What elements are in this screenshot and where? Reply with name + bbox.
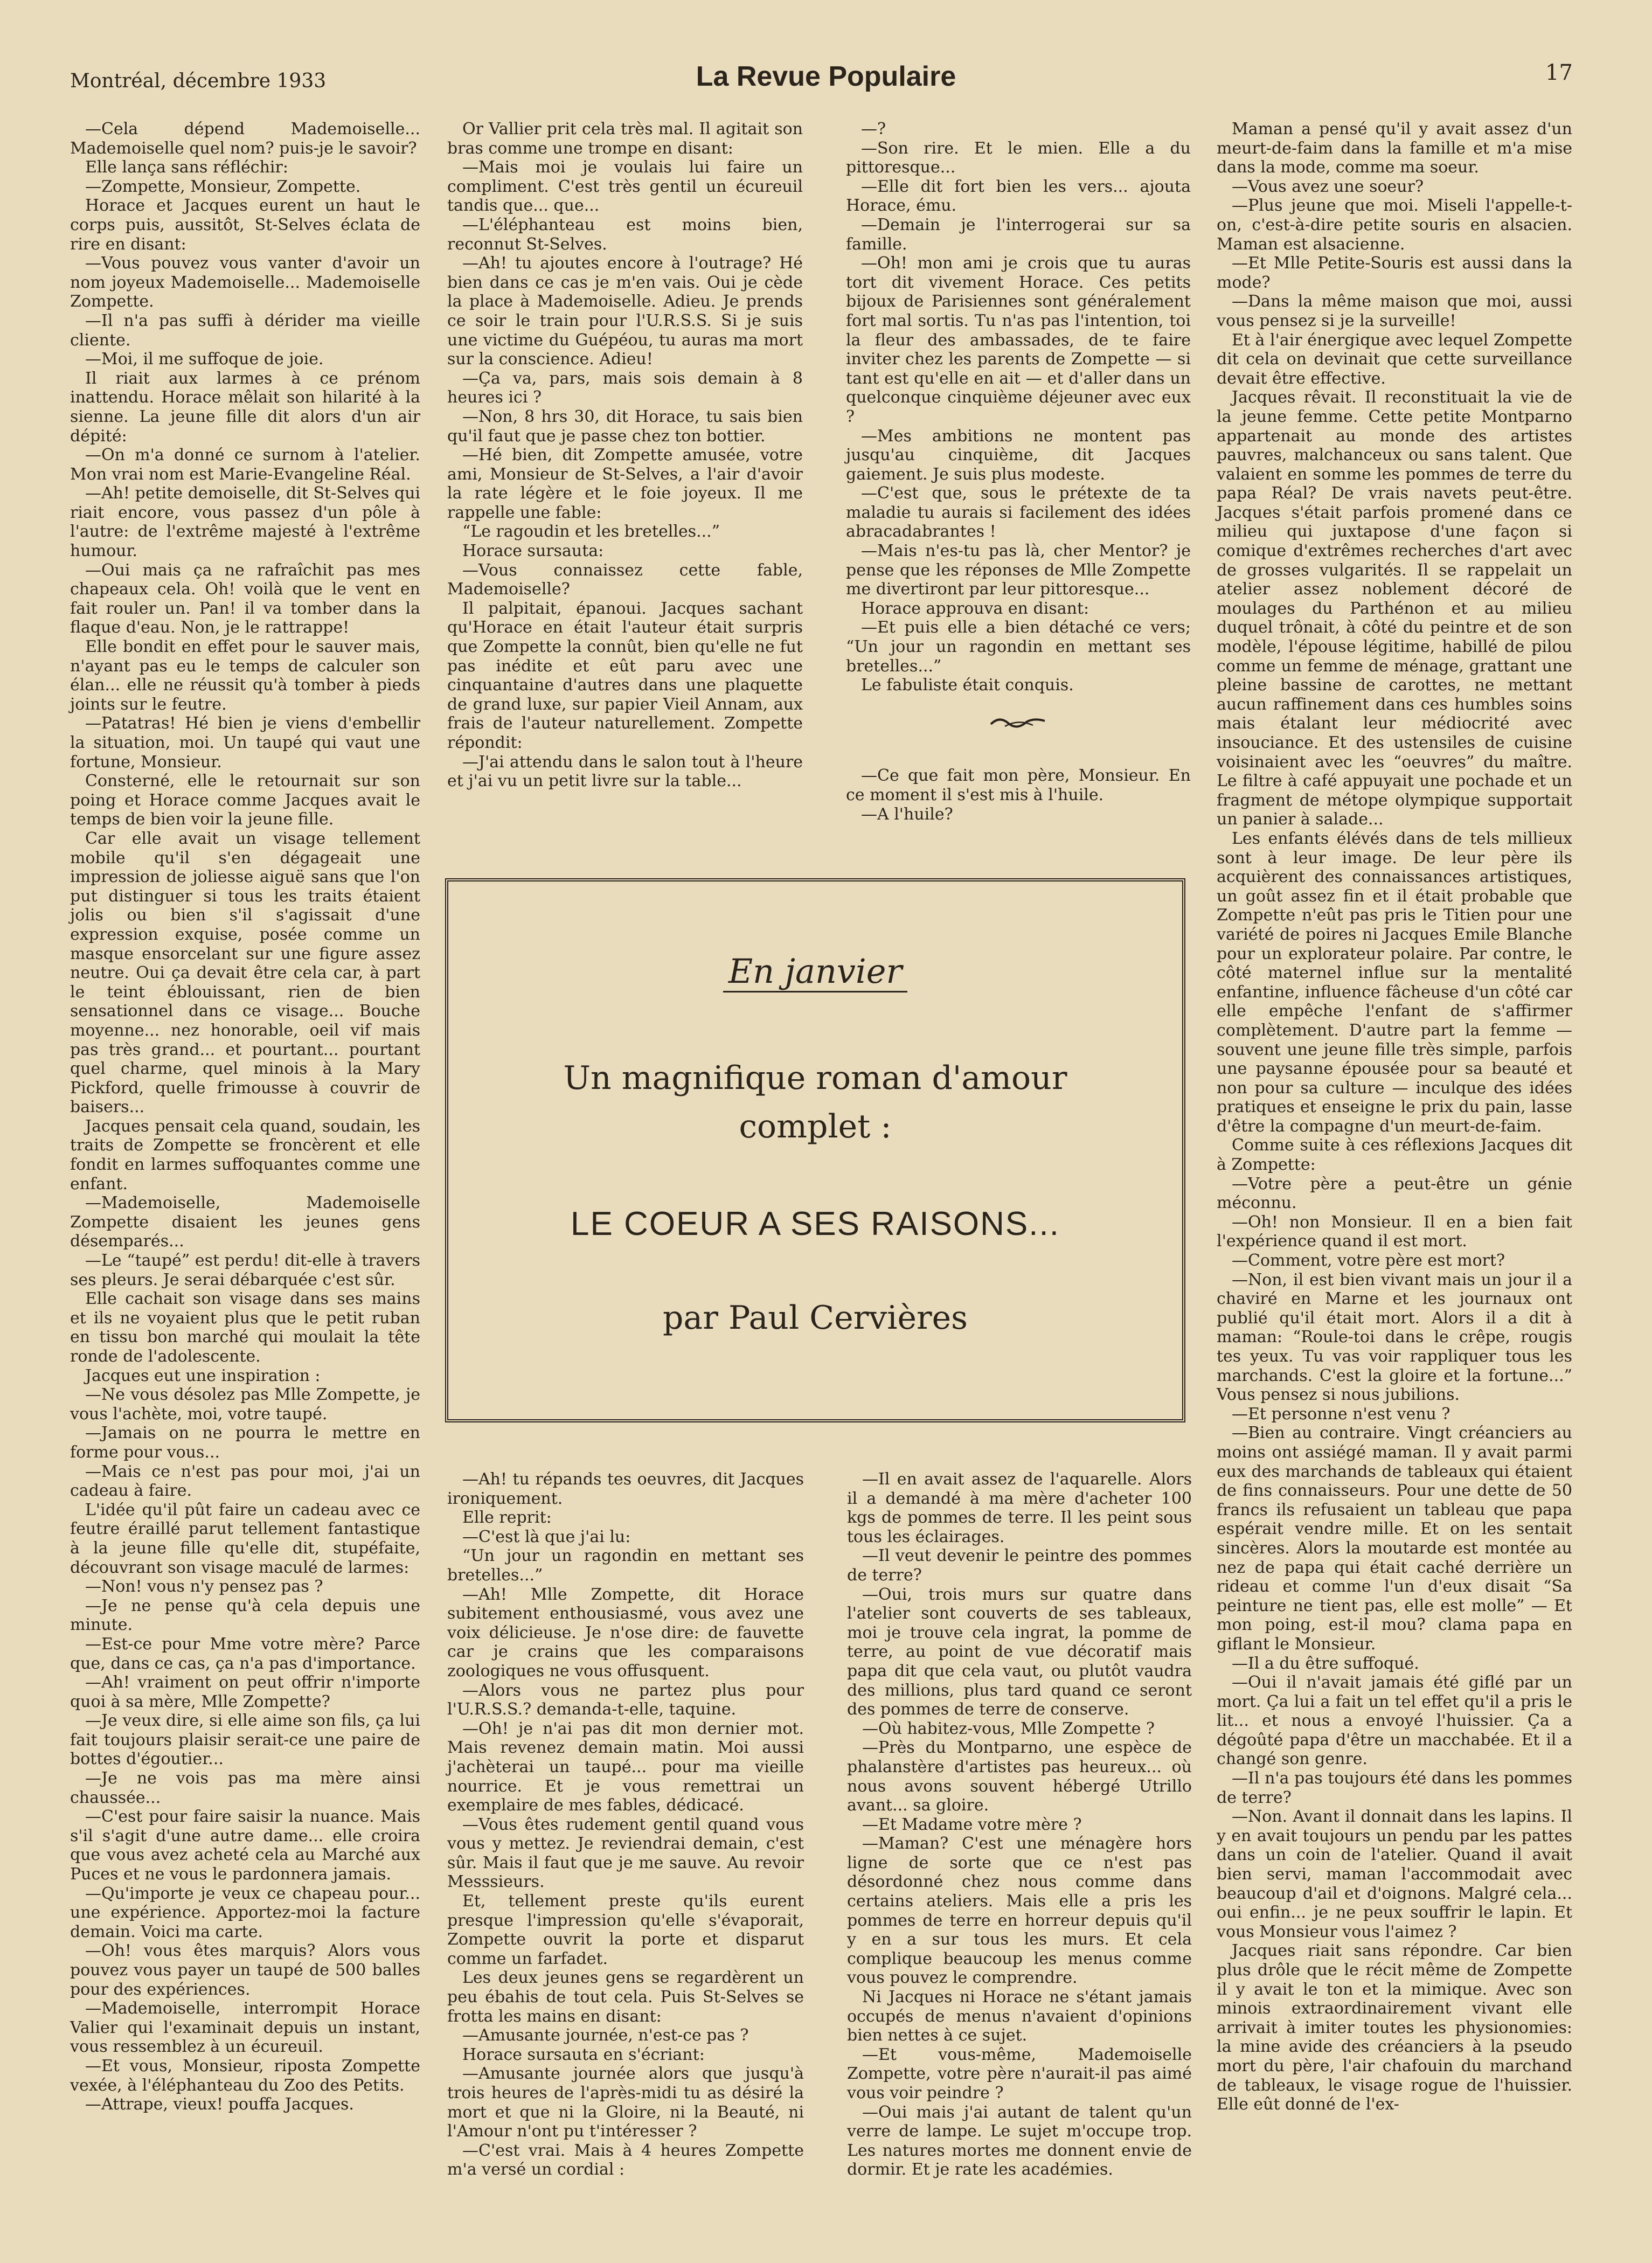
paragraph: Consterné, elle le retournait sur son poing et Horace comme Jacques avait le temps de bien voir la jeune fille.: [70, 772, 420, 829]
announcement-box: [445, 878, 1185, 1422]
paragraph: —Mais ce n'est pas pour moi, j'ai un cadeau à faire.: [70, 1462, 420, 1501]
paragraph: —Oh! mon ami je crois que tu auras tort dit vivement Horace. Ces petits bijoux de Parisiennes sont généralement fort mal sortis. Tu n'as pas l'intention, toi la fleur des ambassades, de te faire inviter chez les parents de Zompette — si tant est qu'elle en ait — et d'aller dans un quelconque cinquième déjeuner avec eux ?: [846, 254, 1191, 426]
paragraph: —Vous êtes rudement gentil quand vous vous y mettez. Je reviendrai demain, c'est sûr. Mais il faut que je me sauve. Au revoir Messsieurs.: [447, 1815, 804, 1892]
paragraph: —Le “taupé” est perdu! dit-elle à travers ses pleurs. Je serai débarquée c'est sûr.: [70, 1251, 420, 1289]
paragraph: —Amusante journée alors que jusqu'à trois heures de l'après-midi tu as désiré la mort et que ni la Gloire, ni la Beauté, ni l'Amour n'ont pu t'intéresser ?: [447, 2064, 804, 2141]
paragraph: Elle reprit:: [462, 1508, 552, 1528]
paragraph: —C'est là que j'ai lu:: [462, 1527, 631, 1546]
paragraph: —Il a du être suffoqué.: [1232, 1654, 1419, 1673]
paragraph: —Et vous, Monsieur, riposta Zompette vexée, à l'éléphanteau du Zoo des Petits.: [70, 2056, 420, 2095]
paragraph: —Oh! non Monsieur. Il en a bien fait l'expérience quand il est mort.: [1217, 1212, 1572, 1251]
paragraph: “Le ragoudin et les bretelles...”: [462, 522, 720, 542]
paragraph: —Bien au contraire. Vingt créanciers au moins ont assiégé maman. Il y avait parmi eux des marchands de tableaux qui étaient de fins connaisseurs. Pour une dette de 50 francs ils refusaient un tableau que papa espérait vendre mille. Et on les sentait sincères. Alors la moutarde est montée au nez de papa qui était caché derrière un rideau et comme l'un d'eux disait “Sa peinture ne tient pas, elle est molle” — Et mon poing, est-il mou? clama papa en giflant le Monsieur.: [1217, 1424, 1572, 1654]
paragraph: —Zompette, Monsieur, Zompette.: [85, 177, 361, 196]
paragraph: Elle lança sans réfléchir:: [85, 158, 288, 177]
paragraph: —Non! vous n'y pensez pas ?: [85, 1577, 323, 1596]
paragraph: —C'est pour faire saisir la nuance. Mais s'il s'agit d'une autre dame... elle croira que vous avez acheté cela au Marché aux Puces et ne vous le pardonnera jamais.: [70, 1807, 420, 1884]
paragraph: —Je ne pense qu'à cela depuis une minute.: [70, 1596, 420, 1635]
paragraph: —Il veut devenir le peintre des pommes de terre?: [847, 1546, 1192, 1585]
paragraph: L'idée qu'il pût faire un cadeau avec ce feutre éraillé parut tellement fantastique à la jeune fille qu'elle dit, stupéfaite, découvrant son visage maculé de larmes:: [70, 1500, 420, 1577]
paragraph: —Votre père a peut-être un génie méconnu.: [1217, 1174, 1572, 1213]
paragraph: —Il en avait assez de l'aquarelle. Alors il a demandé à ma mère d'acheter 100 kgs de pommes de terre. Il les peint sous tous les éclairages.: [847, 1470, 1192, 1546]
paragraph: —J'ai attendu dans le salon tout à l'heure et j'ai vu un petit livre sur la table...: [447, 752, 803, 791]
paragraph: —Ne vous désolez pas Mlle Zompette, je vous l'achète, moi, votre taupé.: [70, 1385, 420, 1424]
paragraph: Jacques pensait cela quand, soudain, les traits de Zompette se froncèrent et elle fondit en larmes suffoquantes comme une enfant.: [70, 1116, 420, 1193]
paragraph: —Dans la même maison que moi, aussi vous pensez si je la surveille!: [1217, 292, 1572, 330]
paragraph: Elle cachait son visage dans ses mains et ils ne voyaient plus que le petit ruban en tissu bon marché qui moulait la tête ronde de l'adolescente.: [70, 1289, 420, 1366]
novel-title: LE COEUR A SES RAISONS...: [571, 1205, 1060, 1242]
paragraph: —Jamais on ne pourra le mettre en forme pour vous...: [70, 1424, 420, 1462]
paragraph: —A l'huile?: [861, 804, 953, 824]
section-ornament: [846, 713, 1191, 734]
paragraph: Car elle avait un visage tellement mobile qu'il s'en dégageait une impression de joliesse aiguë sans que l'on put distinguer si tous les traits étaient jolis ou bien s'il s'agissait d'une expression exquise, posée comme un masque ensorcelant sur une figure assez neutre. Oui ça devait être cela car, à part le teint éblouissant, rien de bien sensationnel dans ce visage... Bouche moyenne... nez honorable, oeil vif mais pas très grand... et pourtant... pourtant quel charme, quel minois à la Mary Pickford, quelle frimousse à couvrir de baisers...: [70, 829, 420, 1117]
paragraph: Jacques rêvait. Il reconstituait la vie de la jeune femme. Cette petite Montparno appartenait au monde des artistes pauvres, malchanceux ou sans talent. Que valaient en somme les pommes de terre du papa Réal? De vrais navets peut-être. Jacques s'était parfois promené dans ce milieu qui juxtapose d'une façon si comique d'extrêmes recherches d'art avec de grosses vulgarités. Il se rappelait un atelier assez noblement décoré de moulages du Parthénon et au milieu duquel trônait, à côté du peintre et de son modèle, l'épouse légitime, habillé de pilou comme un femme de ménage, grattant une pleine bassine de carottes, ne mettant aucun raffinement dans ces humbles soins mais étalant leur médiocrité avec insouciance. Et des ustensiles de cuisine voisinaient avec les “oeuvres” du maître. Le filtre à café appuyait une pochade et un fragment de métope olympique supportait un panier à salade...: [1217, 388, 1572, 829]
issue-date: Montréal, décembre 1933: [70, 70, 327, 92]
paragraph: Les enfants élévés dans de tels millieux sont à leur image. De leur père ils acquièrent des connaissances artistiques, un goût assez fin et il était probable que Zompette n'eût pas pris le Titien pour une variété de poires ni Jacques Emile Blanche pour un explorateur polaire. Par contre, le côté maternel influe sur la mentalité enfantine, influence fâcheuse d'un côté car elle empêche l'enfant de s'affirmer complètement. D'autre part la femme — souvent une jeune fille très simple, parfois une paysanne épousée pour sa beauté et non pour sa culture — inculque des idées pratiques et enseigne le prix du pain, lasse d'être la compagne d'un meurt-de-faim.: [1217, 829, 1572, 1136]
paragraph: —Mes ambitions ne montent pas jusqu'au cinquième, dit Jacques gaiement. Je suis plus modeste.: [846, 426, 1191, 484]
paragraph: —Son rire. Et le mien. Elle a du pittoresque...: [846, 138, 1191, 177]
paragraph: —Oui mais ça ne rafraîchit pas mes chapeaux cela. Oh! voilà que le vent en fait rouler un. Pan! il va tomber dans la flaque d'eau. Non, je le rattrappe!: [70, 560, 420, 637]
text-column-6: [847, 1470, 1192, 2197]
page-header: [0, 0, 1652, 108]
paragraph: —Hé bien, dit Zompette amusée, votre ami, Monsieur de St-Selves, a l'air d'avoir la rate légère et le foie joyeux. Il me rappelle une fable:: [447, 446, 803, 522]
text-column-5: [447, 1470, 804, 2197]
paragraph: —Est-ce pour Mme votre mère? Parce que, dans ce cas, ça n'a pas d'importance.: [70, 1634, 420, 1673]
paragraph: —Ah! vraiment on peut offrir n'importe quoi à sa mère, Mlle Zompette?: [70, 1673, 420, 1711]
paragraph: —Et puis elle a bien détaché ce vers; “Un jour un ragondin en mettant ses bretelles...”: [846, 618, 1191, 676]
paragraph: —Ah! tu répands tes oeuvres, dit Jacques ironiquement.: [447, 1470, 804, 1508]
text-column-4: [1217, 120, 1572, 2199]
paragraph: Et à l'air énergique avec lequel Zompette dit cela on devinait que cette surveillance devait être effective.: [1217, 330, 1572, 388]
paragraph: Comme suite à ces réflexions Jacques dit à Zompette:: [1217, 1136, 1572, 1175]
paragraph: —Vous pouvez vous vanter d'avoir un nom joyeux Mademoiselle... Mademoiselle Zompette.: [70, 254, 420, 311]
paragraph: —C'est vrai. Mais à 4 heures Zompette m'a versé un cordial :: [447, 2141, 804, 2179]
paragraph: —L'éléphanteau est moins bien, reconnut St-Selves.: [447, 215, 803, 254]
paragraph: —Moi, il me suffoque de joie.: [85, 350, 324, 369]
paragraph: —Maman? C'est une ménagère hors ligne de sorte que ce n'est pas désordonné chez nous comme dans certains ateliers. Mais elle a pris les pommes de terre en horreur depuis qu'il y en a sur tous les murs. Et cela complique beaucoup les menus comme vous pouvez le comprendre.: [847, 1834, 1192, 1988]
paragraph: —Mademoiselle, Mademoiselle Zompette disaient les jeunes gens désemparés...: [70, 1193, 420, 1251]
paragraph: —Comment, votre père est mort?: [1232, 1251, 1505, 1271]
paragraph: —Et Madame votre mère ?: [862, 1815, 1082, 1834]
paragraph: —Non. Avant il donnait dans les lapins. Il y en avait toujours un pendu par les pattes dans un coin de l'atelier. Quand il avait bien servi, maman l'accommodait avec beaucoup d'ail et d'oignons. Malgré cela... oui enfin... je ne peux souffrir le lapin. Et vous Monsieur vous l'aimez ?: [1217, 1807, 1572, 1941]
paragraph: —Alors vous ne partez plus pour l'U.R.S.S.? demanda-t-elle, taquine.: [447, 1681, 804, 1719]
paragraph: —C'est que, sous le prétexte de ta maladie tu aurais si facilement des idées abracadabrantes !: [846, 484, 1191, 542]
paragraph: —Il n'a pas toujours été dans les pommes de terre?: [1217, 1769, 1572, 1807]
paragraph: —Attrape, vieux! pouffa Jacques.: [85, 2095, 354, 2114]
paragraph: —Qu'importe je veux ce chapeau pour... une expérience. Apportez-moi la facture demain. Voici ma carte.: [70, 1884, 420, 1941]
announcement-lead: En janvier: [448, 952, 1182, 991]
paragraph: —Ah! tu ajoutes encore à l'outrage? Hé bien dans ce cas je m'en vais. Oui je cède la place à Mademoiselle. Adieu. Je prends ce soir le train pour l'U.R.S.S. Si je suis une victime du Guépéou, tu auras ma mort sur la conscience. Adieu!: [447, 254, 803, 369]
text-column-3: [846, 120, 1191, 842]
paragraph: —Oui il n'avait jamais été giflé par un mort. Ça lui a fait un tel effet qu'il a pris le lit... et nous a envoyé l'huissier. Ça a dégoûté papa d'être un macchabée. Et il a changé son genre.: [1217, 1673, 1572, 1769]
page-number: 17: [1545, 60, 1573, 85]
paragraph: Il riait aux larmes à ce prénom inattendu. Horace mêlait son hilarité à la sienne. La jeune fille dit alors d'un air dépité:: [70, 369, 420, 446]
paragraph: —Vous connaissez cette fable, Mademoiselle?: [447, 560, 803, 599]
paragraph: Les deux jeunes gens se regardèrent un peu ébahis de tout cela. Puis St-Selves se frotta les mains en disant:: [447, 1968, 804, 2026]
announcement-line-1: Un magnifique roman d'amour: [563, 1059, 1067, 1097]
paragraph: —Plus jeune que moi. Miseli l'appelle-t-on, c'est-à-dire petite souris en alsacien. Maman est alsacienne.: [1217, 196, 1572, 254]
paragraph: —Demain je l'interrogerai sur sa famille.: [846, 215, 1191, 254]
paragraph: —Ça va, pars, mais sois demain à 8 heures ici ?: [447, 369, 803, 407]
text-column-2: [447, 120, 803, 842]
paragraph: —Mademoiselle, interrompit Horace Valier qui l'examinait depuis un instant, vous ressemblez à un écureuil.: [70, 1999, 420, 2057]
paragraph: —Vous avez une soeur?: [1232, 177, 1424, 196]
paragraph: —Il n'a pas suffi à dérider ma vieille cliente.: [70, 311, 420, 350]
paragraph: —?: [861, 120, 886, 138]
paragraph: —Non, 8 hrs 30, dit Horace, tu sais bien qu'il faut que je passe chez ton bottier.: [447, 407, 803, 446]
paragraph: —Et personne n'est venu ?: [1232, 1404, 1450, 1424]
paragraph: Or Vallier prit cela très mal. Il agitait son bras comme une trompe en disant:: [447, 120, 803, 158]
novel-author: par Paul Cervières: [663, 1299, 968, 1337]
paragraph: —Et vous-même, Mademoiselle Zompette, votre père n'aurait-il pas aimé vous voir peindre ?: [847, 2045, 1192, 2102]
paragraph: —Mais moi je voulais lui faire un compliment. C'est très gentil un écureuil tandis que... que...: [447, 158, 803, 216]
paragraph: —Ce que fait mon père, Monsieur. En ce moment il s'est mis à l'huile.: [846, 766, 1191, 804]
paragraph: Et, tellement preste qu'ils eurent presque l'impression qu'elle s'évaporait, Zompette ouvrit la porte et disparut comme un farfadet.: [447, 1892, 804, 1968]
paragraph: —Près du Montparno, une espèce de phalanstère d'artistes pas heureux... où nous avons souvent hébergé Utrillo avant... sa gloire.: [847, 1738, 1192, 1815]
paragraph: Il palpitait, épanoui. Jacques sachant qu'Horace en était l'auteur était surpris que Zompette la connût, bien qu'elle ne fut pas inédite et eût paru avec une cinquantaine d'autres dans une plaquette de grand luxe, sur papier Vieil Annam, aux frais de l'auteur naturellement. Zompette répondit:: [447, 599, 803, 752]
paragraph: Horace sursauta:: [462, 542, 604, 561]
paragraph: —Ah! petite demoiselle, dit St-Selves qui riait encore, vous passez d'un pôle à l'autre: de l'extrême majesté à l'extrême humour.: [70, 484, 420, 561]
paragraph: —Cela dépend Mademoiselle... Mademoiselle quel nom? puis-je le savoir?: [70, 120, 420, 158]
paragraph: Horace approuva en disant:: [861, 599, 1089, 618]
paragraph: —Oui mais j'ai autant de talent qu'un verre de lampe. Le sujet m'occupe trop. Les natures mortes me donnent envie de dormir. Et je rate les académies.: [847, 2102, 1192, 2179]
paragraph: —Elle dit fort bien les vers... ajouta Horace, ému.: [846, 177, 1191, 216]
paragraph: —Et Mlle Petite-Souris est aussi dans la mode?: [1217, 254, 1572, 292]
magazine-title: La Revue Populaire: [696, 61, 956, 92]
paragraph: Horace sursauta en s'écriant:: [462, 2045, 705, 2064]
paragraph: Horace et Jacques eurent un haut le corps puis, aussitôt, St-Selves éclata de rire en disant:: [70, 196, 420, 254]
paragraph: —Amusante journée, n'est-ce pas ?: [462, 2026, 749, 2045]
paragraph: Maman a pensé qu'il y avait assez d'un meurt-de-faim dans la famille et m'a mise dans la mode, comme ma soeur.: [1217, 120, 1572, 177]
paragraph: Elle bondit en effet pour le sauver mais, n'ayant pas eu le temps de calculer son élan... elle ne réussit qu'à tomber à pieds joints sur le feutre.: [70, 637, 420, 714]
text-column-1: [70, 120, 420, 2199]
paragraph: —Ah! Mlle Zompette, dit Horace subitement enthousiasmé, vous avez une voix délicieuse. Je n'ose dire: de fauvette car je crains que les comparaisons zoologiques ne vous offusquent.: [447, 1585, 804, 1681]
paragraph: Le fabuliste était conquis.: [861, 676, 1074, 695]
paragraph: —Oui, trois murs sur quatre dans l'atelier sont couverts de ses tableaux, moi je trouve cela ingrat, la pomme de terre, au point de vue décoratif mais papa dit que cela vaut, ou plutôt vaudra des millions, plus tard quand ce seront des pommes de terre de conserve.: [847, 1585, 1192, 1719]
paragraph: —On m'a donné ce surnom à l'atelier. Mon vrai nom est Marie-Evangeline Réal.: [70, 446, 420, 484]
paragraph: Jacques riait sans répondre. Car bien plus drôle que le récit même de Zompette il y avait le ton et la mimique. Avec son minois extraordinairement vivant elle arrivait à imiter toutes les physionomies: la mine avide des créanciers à la pseudo mort du père, l'air chafouin du marchand de tableaux, le visage rogue de l'huissier. Elle eût donné de l'ex-: [1217, 1941, 1572, 2114]
paragraph: —Mais n'es-tu pas là, cher Mentor? je pense que les réponses de Mlle Zompette me divertiront par leur pittoresque...: [846, 542, 1191, 599]
paragraph: —Où habitez-vous, Mlle Zompette ?: [862, 1719, 1155, 1738]
paragraph: —Non, il est bien vivant mais un jour il a chaviré en Marne et les journaux ont publié qu'il était mort. Alors il a dit à maman: “Roule-toi dans le crêpe, rougis tes yeux. Tu vas voir rappliquer tous les marchands. C'est la gloire et la fortune...” Vous pensez si nous jubilions.: [1217, 1270, 1572, 1405]
paragraph: Ni Jacques ni Horace ne s'étant jamais occupés de menus n'avaient d'opinions bien nettes à ce sujet.: [847, 1988, 1192, 2045]
paragraph: —Oh! je n'ai pas dit mon dernier mot. Mais revenez demain matin. Moi aussi j'achèterai un taupé... pour ma vieille nourrice. Et je vous remettrai un exemplaire de mes fables, dédicacé.: [447, 1719, 804, 1815]
paragraph: —Je ne vois pas ma mère ainsi chaussée...: [70, 1769, 420, 1807]
paragraph: Jacques eut une inspiration :: [85, 1366, 321, 1385]
paragraph: —Patatras! Hé bien je viens d'embellir la situation, moi. Un taupé qui vaut une fortune, Monsieur.: [70, 714, 420, 772]
paragraph: “Un jour un ragondin en mettant ses bretelles...”: [447, 1546, 804, 1585]
announcement-line-2: complet :: [739, 1108, 892, 1146]
paragraph: —Oh! vous êtes marquis? Alors vous pouvez vous payer un taupé de 500 balles pour des expériences.: [70, 1941, 420, 1999]
paragraph: —Je veux dire, si elle aime son fils, ça lui fait toujours plaisir serait-ce une paire de bottes d'égoutier...: [70, 1711, 420, 1769]
